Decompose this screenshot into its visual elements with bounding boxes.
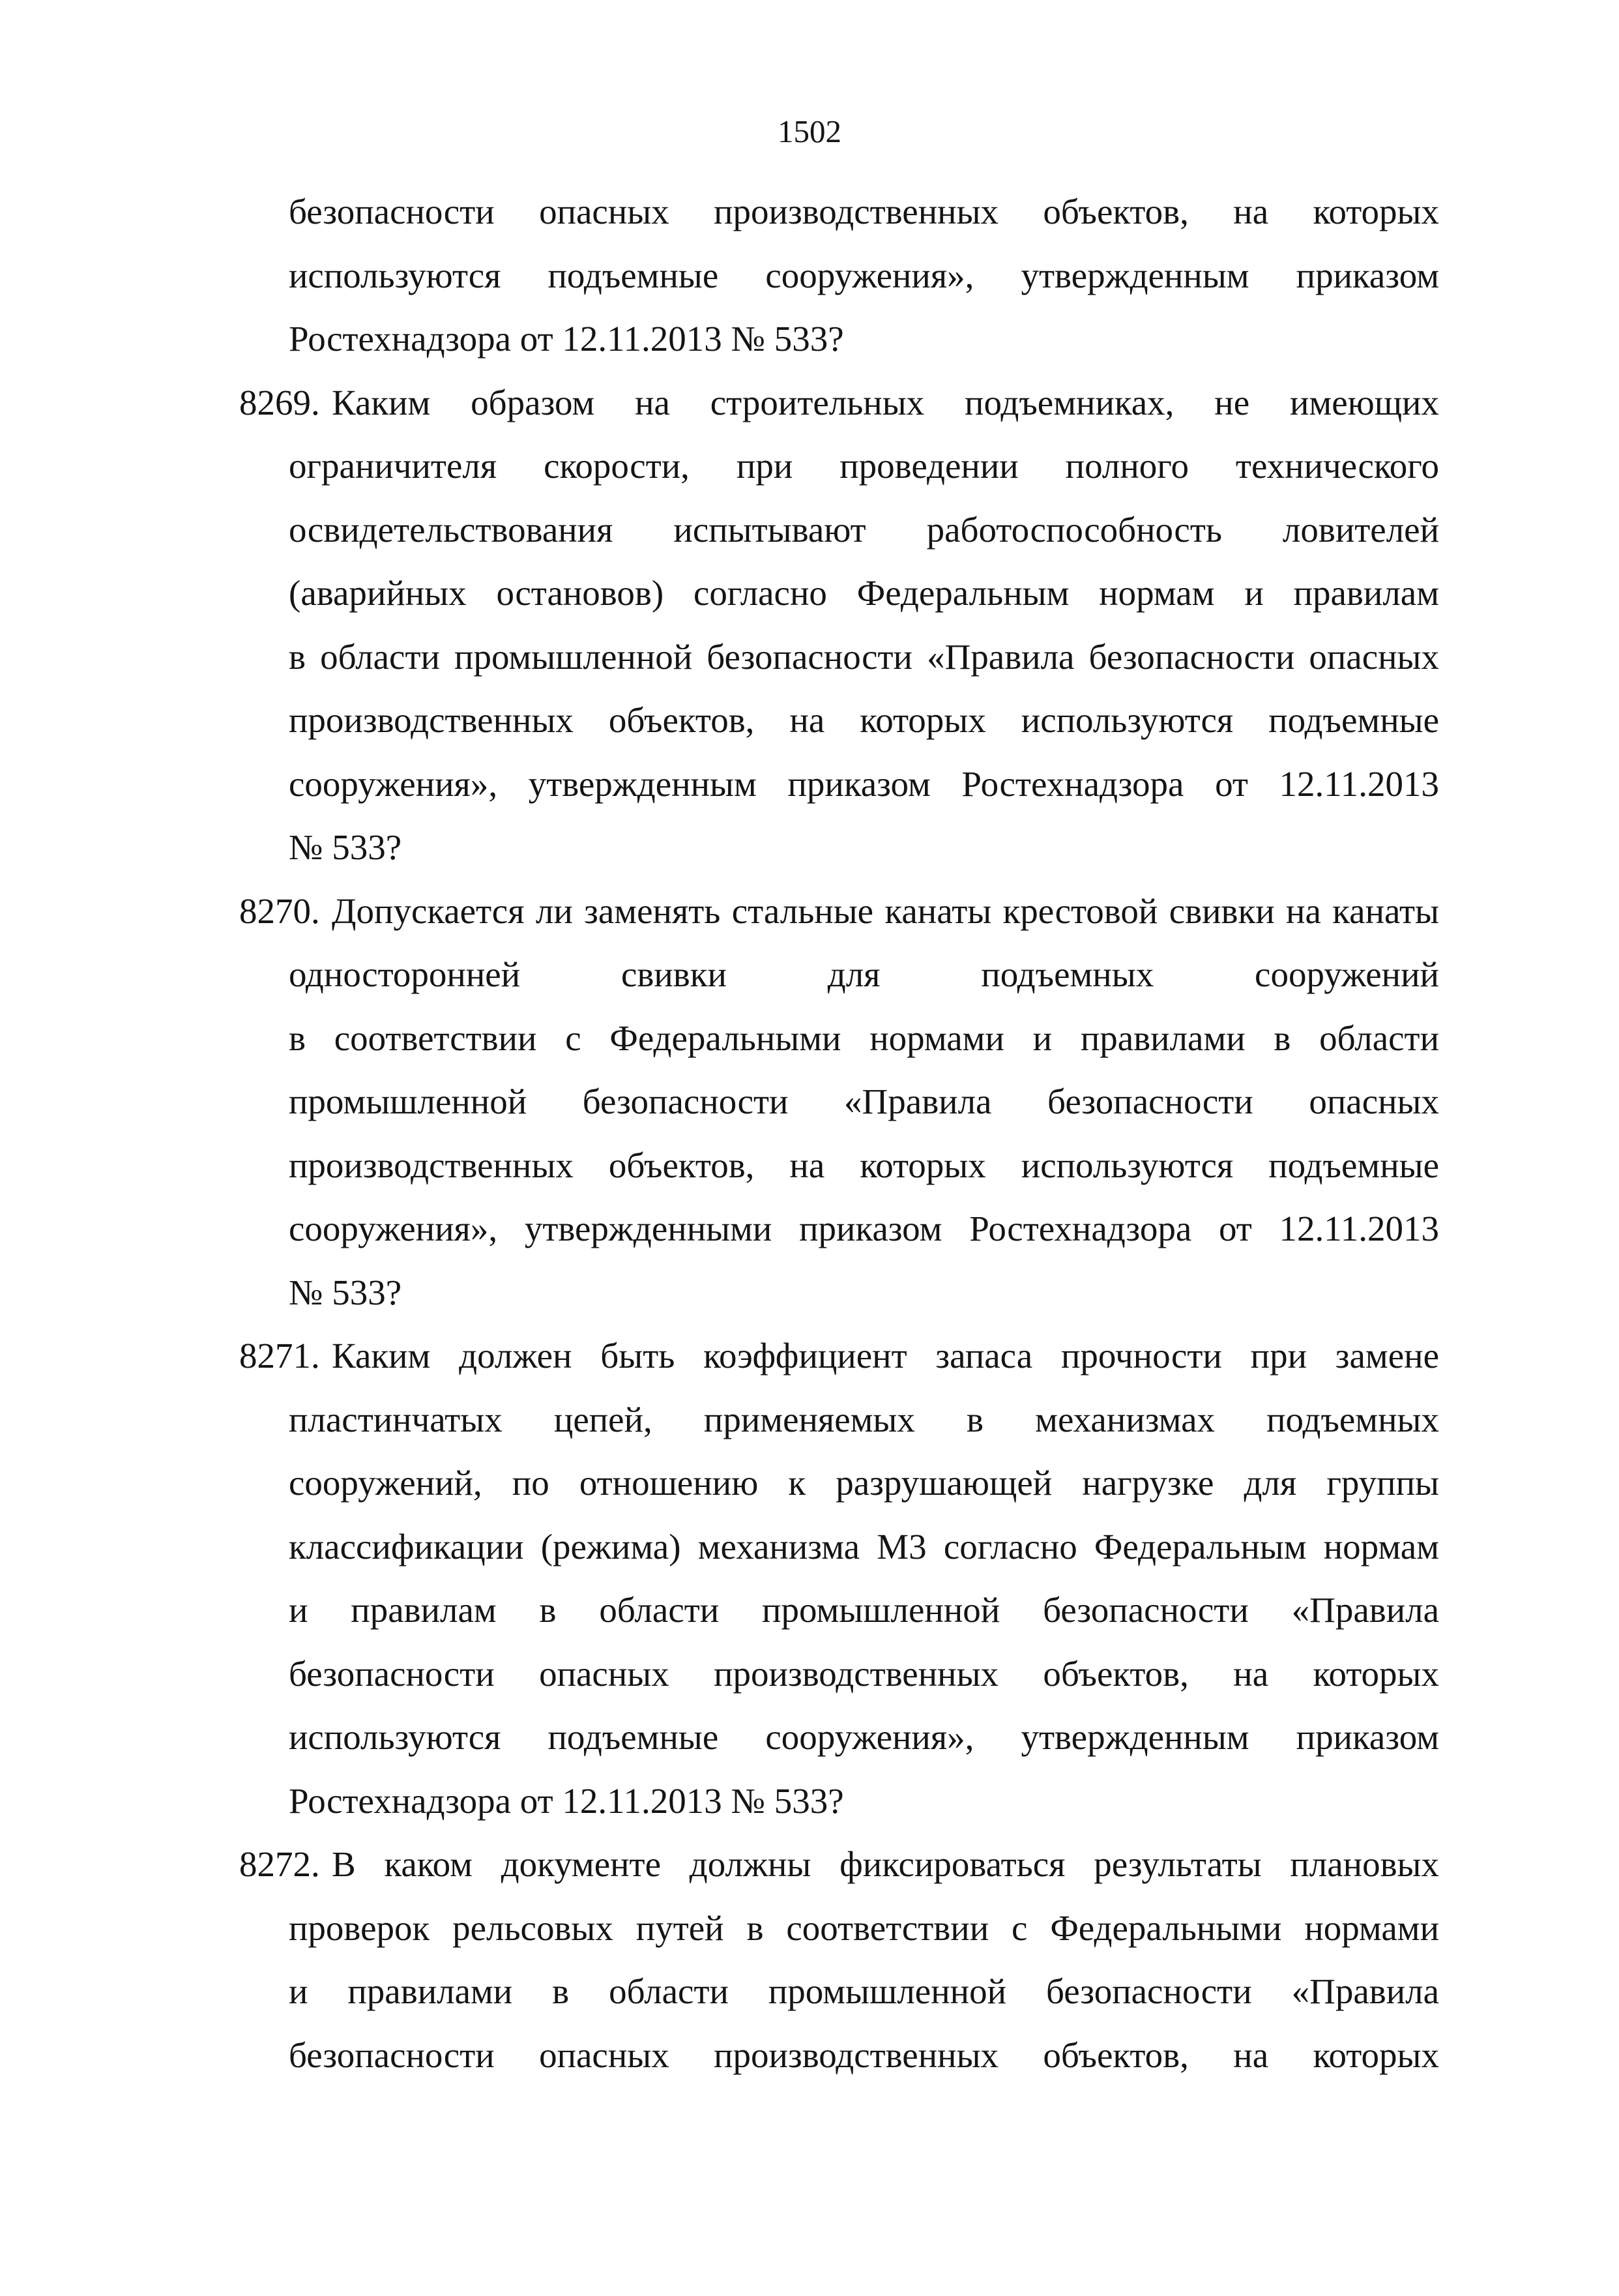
text-line: сооружения», утвержденным приказом Ростехнадзора от 12.11.2013 [289, 764, 1439, 804]
text-line: сооружения», утвержденными приказом Ростехнадзора от 12.11.2013 [289, 1209, 1439, 1248]
page-number: 1502 [778, 113, 841, 149]
text-line: Допускается ли заменять стальные канаты крестовой свивки на канаты [332, 891, 1439, 931]
text-line: классификации (режима) механизма М3 согласно Федеральным нормам [289, 1527, 1439, 1567]
text-line: Ростехнадзора от 12.11.2013 № 533? [289, 319, 844, 359]
text-line: Каким образом на строительных подъемниках, не имеющих [332, 383, 1439, 422]
text-line: безопасности опасных производственных объектов, на которых [289, 1654, 1439, 1694]
text-line: производственных объектов, на которых используются подъемные [289, 1145, 1439, 1185]
text-line: используются подъемные сооружения», утвержденным приказом [289, 256, 1439, 295]
text-line: односторонней свивки для подъемных сооружений [289, 954, 1439, 994]
question-number: 8270. [239, 891, 320, 931]
question-number: 8272. [239, 1844, 320, 1884]
text-line: в области промышленной безопасности «Правила безопасности опасных [289, 637, 1439, 677]
question-number: 8271. [239, 1336, 320, 1376]
text-line: безопасности опасных производственных объектов, на которых [289, 2035, 1439, 2075]
text-line: используются подъемные сооружения», утвержденным приказом [289, 1717, 1439, 1757]
text-line: (аварийных остановов) согласно Федеральным нормам и правилам [289, 573, 1439, 613]
text-line: и правилами в области промышленной безопасности «Правила [289, 1971, 1439, 2011]
text-line: безопасности опасных производственных объектов, на которых [289, 192, 1439, 231]
text-line: освидетельствования испытывают работоспособность ловителей [289, 510, 1439, 550]
text-line: промышленной безопасности «Правила безопасности опасных [289, 1082, 1439, 1121]
text-line: № 533? [289, 1273, 402, 1312]
text-line: сооружений, по отношению к разрушающей нагрузке для группы [289, 1463, 1439, 1503]
text-line: Ростехнадзора от 12.11.2013 № 533? [289, 1781, 844, 1821]
text-line: ограничителя скорости, при проведении полного технического [289, 446, 1439, 486]
text-line: в соответствии с Федеральными нормами и правилами в области [289, 1018, 1439, 1058]
text-line: производственных объектов, на которых используются подъемные [289, 700, 1439, 740]
text-line: пластинчатых цепей, применяемых в механизмах подъемных [289, 1400, 1439, 1439]
text-line: № 533? [289, 827, 402, 867]
text-line: Каким должен быть коэффициент запаса прочности при замене [332, 1336, 1439, 1376]
question-number: 8269. [239, 383, 320, 422]
text-line: В каком документе должны фиксироваться результаты плановых [332, 1844, 1439, 1884]
text-line: и правилам в области промышленной безопасности «Правила [289, 1590, 1439, 1630]
text-line: проверок рельсовых путей в соответствии с Федеральными нормами [289, 1908, 1439, 1948]
